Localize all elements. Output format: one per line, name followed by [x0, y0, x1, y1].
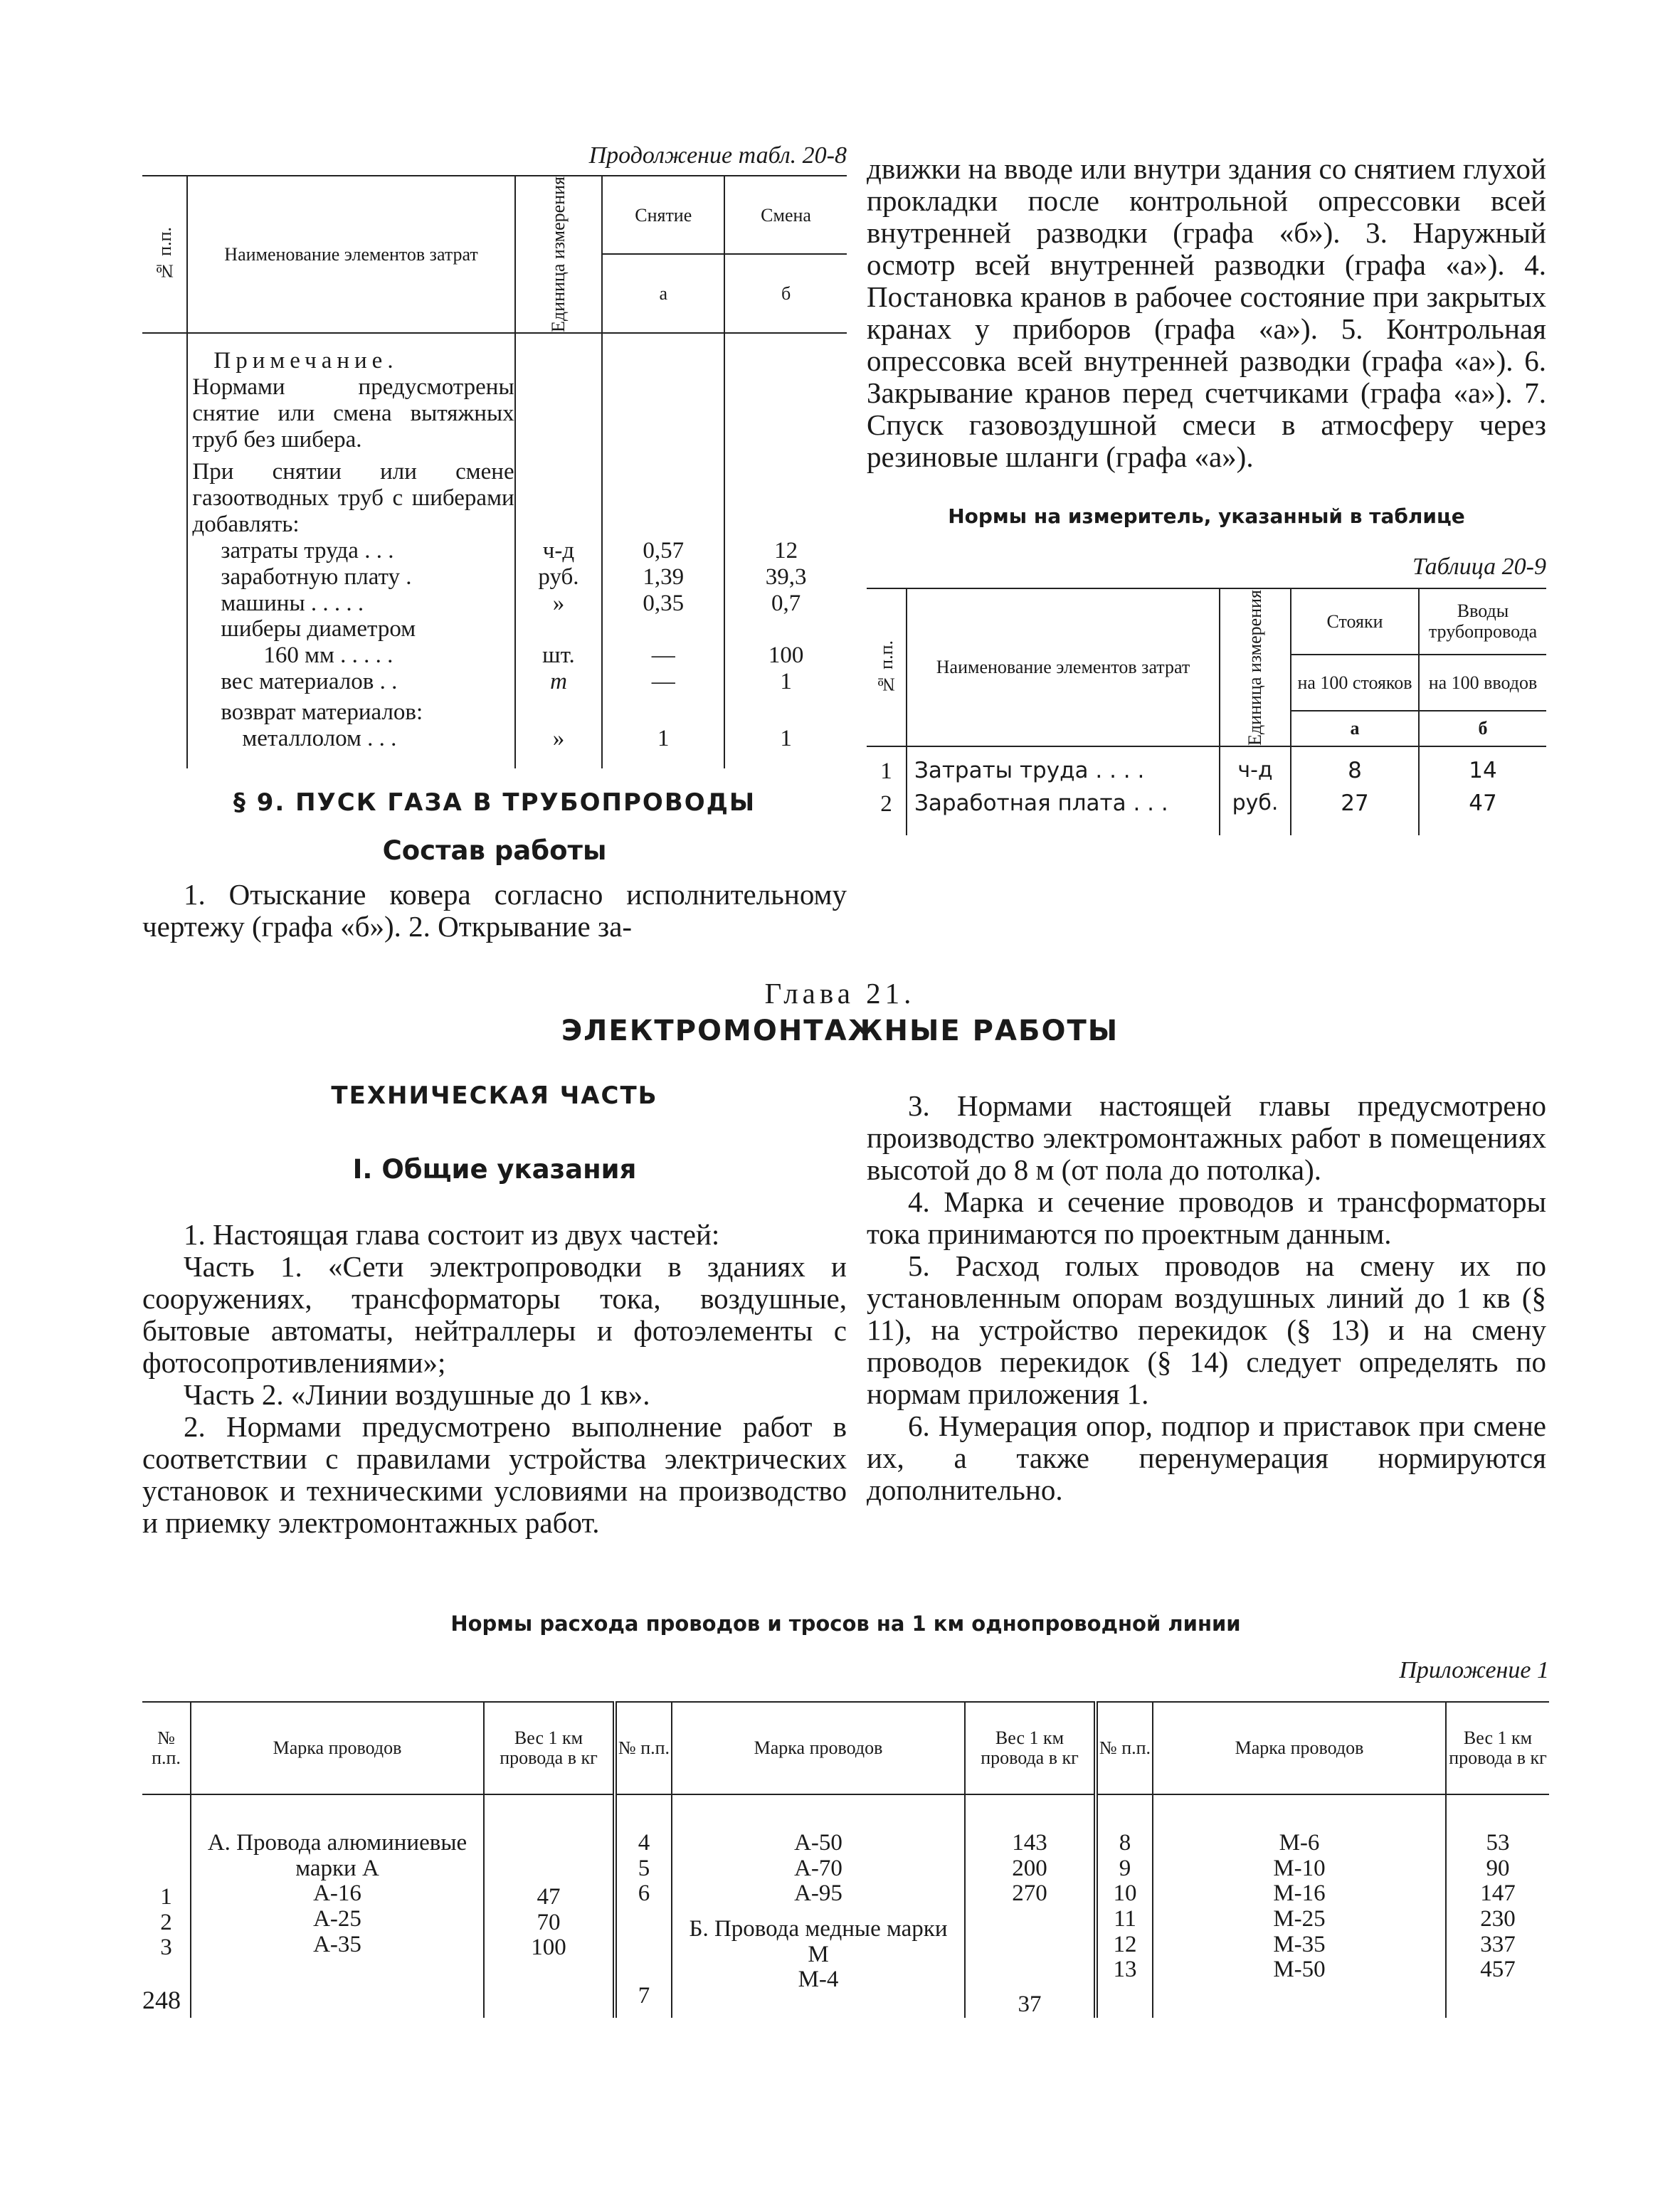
row-unit: ч-д — [1220, 758, 1291, 791]
row-a: 1 — [602, 726, 724, 768]
row-unit: руб. — [515, 564, 603, 591]
row-a — [602, 616, 724, 642]
table-20-9-label: Таблица 20-9 — [1412, 554, 1546, 580]
app-mark: А-95 — [794, 1880, 842, 1907]
row-a: — — [602, 669, 724, 695]
app-weight: 70 — [537, 1909, 561, 1935]
app-group-b: Б. Провода медные марки М — [689, 1915, 948, 1967]
appendix-label: Приложение 1 — [1399, 1657, 1549, 1683]
section-9-text-right: движки на вводе или внутри здания со снятием глухой прокладки после контрольной опрессовки всей внутренней разводки (графа «б»). 3. Наружный осмотр всей внутренней разводки (графа «а»). 4. Постановка кранов в рабочее состояние при закрытых кранах у приборов (графа «а»). 5. Контрольная опрессовка всей внутренней разводки (графа «а»). 6. Закрывание кранов перед счетчиками (графа «а»). 7. Спуск газовоздушной смеси в атмосферу через резиновые шланги (графа «а»). — [867, 152, 1546, 473]
header-col-a-title: Стояки — [1291, 588, 1419, 655]
header-num-cell — [142, 176, 187, 333]
app-mark: М-16 — [1273, 1880, 1326, 1907]
app-mark: А-70 — [794, 1855, 842, 1881]
row-num: 2 — [867, 791, 907, 835]
row-b: 1 — [780, 726, 792, 752]
note-text-2: При снятии или смене газоотводных труб с шиберами добавлять: — [192, 458, 514, 537]
header-col-b: б — [1419, 711, 1546, 746]
tech-p8: 6. Нумерация опор, подпор и приставок при смене их, а также перенумерация нормируются дополнительно. — [867, 1409, 1546, 1506]
app-mark: А-50 — [794, 1830, 842, 1856]
section-9-title: § 9. ПУСК ГАЗА В ТРУБОПРОВОДЫ — [233, 788, 756, 818]
app-weight: 457 — [1480, 1957, 1516, 1983]
app-mark: М-4 — [798, 1967, 839, 1993]
row-b: 1 — [780, 669, 792, 695]
header-unit-cell — [515, 176, 603, 333]
row-name: Заработная плата . . . — [907, 791, 1220, 835]
app-weight: 337 — [1480, 1931, 1516, 1957]
tech-title: ТЕХНИЧЕСКАЯ ЧАСТЬ — [331, 1081, 658, 1110]
app-header-weight: Вес 1 км провода в кг — [484, 1702, 615, 1794]
app-num: 7 — [638, 1982, 650, 2009]
chapter-label: Глава 21. — [764, 977, 916, 1010]
row-unit: т — [515, 669, 603, 695]
header-col-b-sub: на 100 вводов — [1419, 655, 1546, 711]
appendix-1 — [142, 1612, 1549, 2018]
tech-p2: Часть 1. «Сети электропроводки в зданиях и сооружениях, трансформаторы тока, воздушные, бытовые автоматы, нейтраллеры и фотоэлементы с фотосопротивлениями»; — [142, 1250, 847, 1379]
appendix-caption: Нормы расхода проводов и тросов на 1 км однопроводной линии — [450, 1612, 1241, 1636]
appendix-table — [142, 1701, 1549, 2018]
row-unit: » — [515, 591, 603, 617]
header-col-a-title: Снятие — [602, 176, 724, 254]
app-header-weight: Вес 1 км провода в кг — [1446, 1702, 1549, 1794]
row-a — [602, 695, 724, 726]
app-num: 9 — [1119, 1855, 1131, 1881]
header-name: Наименование элементов затрат — [907, 588, 1220, 746]
header-num-cell — [867, 588, 907, 746]
header-num: № п.п. — [875, 640, 897, 695]
row-name: машины . . . . . — [187, 591, 514, 617]
row-name: шиберы диаметром — [187, 616, 514, 642]
app-mark: М-25 — [1273, 1905, 1326, 1932]
header-col-b: б — [724, 254, 847, 332]
tech-p5: 3. Нормами настоящей главы предусмотрено производство электромонтажных работ в помещениях высотой до 8 м (от пола до потолка). — [867, 1089, 1546, 1186]
left-column — [142, 142, 847, 943]
row-unit — [515, 695, 603, 726]
header-col-a: а — [602, 254, 724, 332]
row-b — [724, 616, 847, 642]
header-name: Наименование элементов затрат — [187, 176, 514, 333]
row-name: возврат материалов: — [187, 695, 514, 726]
app-num: 10 — [1113, 1880, 1137, 1907]
row-b: 14 — [1469, 758, 1497, 783]
tech-p3: Часть 2. «Линии воздушные до 1 кв». — [184, 1378, 650, 1411]
app-weight: 230 — [1480, 1905, 1516, 1932]
app-mark: А-25 — [313, 1905, 361, 1932]
app-mark: А-35 — [313, 1931, 361, 1957]
section-9-text-left: 1. Отыскание ковера согласно исполнительному чертежу (графа «б»). 2. Открывание за- — [142, 878, 847, 943]
row-a: 1,39 — [602, 564, 724, 591]
row-unit — [515, 616, 603, 642]
table-continuation-label: Продолжение табл. 20-8 — [588, 142, 847, 169]
header-col-a: а — [1291, 711, 1419, 746]
tech-p6: 4. Марка и сечение проводов и трансформаторы тока принимаются по проектным данным. — [867, 1185, 1546, 1250]
app-weight: 270 — [1012, 1880, 1047, 1907]
app-num: 1 — [160, 1884, 172, 1910]
header-unit-cell — [1220, 588, 1291, 746]
table-20-9-caption: Нормы на измеритель, указанный в таблице — [948, 504, 1465, 528]
header-unit: Единица измерения — [548, 176, 569, 332]
app-mark: М-35 — [1273, 1931, 1326, 1957]
header-unit: Единица измерения — [1245, 589, 1266, 746]
header-num: № п.п. — [154, 227, 175, 282]
row-name: металлолом . . . — [187, 726, 514, 768]
app-num: 13 — [1113, 1957, 1137, 1983]
app-num: 3 — [160, 1935, 172, 1961]
chapter-heading — [0, 976, 1680, 1047]
table-20-9 — [867, 588, 1546, 835]
note-heading: Примечание. — [213, 347, 398, 374]
app-weight: 143 — [1012, 1830, 1047, 1856]
row-b: 12 — [774, 537, 798, 564]
app-weight: 90 — [1486, 1855, 1510, 1881]
header-col-b-title: Вводы трубопровода — [1419, 588, 1546, 655]
app-header-num: № п.п. — [142, 1702, 191, 1794]
app-header-num: № п.п. — [1096, 1702, 1153, 1794]
row-b: 0,7 — [771, 590, 801, 616]
row-a: 0,35 — [602, 591, 724, 617]
app-num: 12 — [1113, 1931, 1137, 1957]
app-weight: 200 — [1012, 1855, 1047, 1881]
tech-right-column — [867, 1090, 1546, 1506]
row-name: заработную плату . — [187, 564, 514, 591]
row-b — [724, 695, 847, 726]
app-num: 2 — [160, 1909, 172, 1935]
row-name: затраты труда . . . — [187, 538, 514, 564]
app-weight: 37 — [1018, 1991, 1042, 2017]
header-col-a-sub: на 100 стояков — [1291, 655, 1419, 711]
note-text-1: Нормами предусмотрены снятие или смена вытяжных труб без шибера. — [192, 374, 514, 453]
row-name: 160 мм . . . . . — [187, 642, 514, 669]
app-num: 6 — [638, 1880, 650, 1907]
right-column — [867, 153, 1546, 835]
row-name: вес материалов . . — [187, 669, 514, 695]
tech-p7: 5. Расход голых проводов на смену их по установленным опорам воздушных линий до 1 кв (§ 11), на устройство перекидок (§ 13) и на смену проводов перекидок (§ 14) следует определять по нормам приложения 1. — [867, 1249, 1546, 1410]
row-unit: ч-д — [515, 538, 603, 564]
tech-subtitle: I. Общие указания — [352, 1154, 637, 1185]
row-num: 1 — [867, 758, 907, 791]
app-group-a: А. Провода алюминиевые марки А — [207, 1830, 467, 1881]
row-unit: шт. — [515, 642, 603, 669]
row-name: Затраты труда . . . . — [907, 758, 1220, 791]
app-num: 5 — [638, 1855, 650, 1881]
app-mark: М-50 — [1273, 1957, 1326, 1983]
app-num: 4 — [638, 1830, 650, 1856]
section-9-subtitle: Состав работы — [382, 835, 607, 867]
row-a: 0,57 — [602, 538, 724, 564]
row-unit: » — [515, 726, 603, 768]
app-header-weight: Вес 1 км провода в кг — [965, 1702, 1096, 1794]
row-a: — — [602, 642, 724, 669]
app-header-num: № п.п. — [615, 1702, 672, 1794]
app-header-mark: Марка проводов — [1153, 1702, 1446, 1794]
row-unit: руб. — [1220, 791, 1291, 835]
header-col-b-title: Смена — [724, 176, 847, 254]
row-b: 100 — [768, 642, 804, 669]
tech-left-column — [142, 1081, 847, 1539]
app-num: 11 — [1114, 1905, 1136, 1932]
app-weight: 147 — [1480, 1880, 1516, 1907]
tech-p1: 1. Настоящая глава состоит из двух частей: — [184, 1218, 720, 1251]
app-mark: М-6 — [1279, 1830, 1320, 1856]
app-mark: А-16 — [313, 1880, 361, 1907]
app-header-mark: Марка проводов — [672, 1702, 965, 1794]
table-20-8-continuation — [142, 175, 847, 768]
page-number: 248 — [142, 1986, 181, 2014]
app-mark: М-10 — [1273, 1855, 1326, 1881]
row-a: 8 — [1291, 758, 1419, 791]
app-num: 8 — [1119, 1830, 1131, 1856]
app-header-mark: Марка проводов — [191, 1702, 484, 1794]
chapter-title: ЭЛЕКТРОМОНТАЖНЫЕ РАБОТЫ — [561, 1015, 1119, 1047]
app-weight: 100 — [531, 1935, 566, 1961]
row-b: 47 — [1469, 790, 1497, 816]
app-weight: 47 — [537, 1884, 561, 1910]
tech-p4: 2. Нормами предусмотрено выполнение работ в соответствии с правилами устройства электрических установок и техническими условиями на производство и приемку электромонтажных работ. — [142, 1410, 847, 1539]
row-b: 39,3 — [765, 564, 807, 590]
row-a: 27 — [1291, 791, 1419, 835]
app-weight: 53 — [1486, 1830, 1510, 1856]
